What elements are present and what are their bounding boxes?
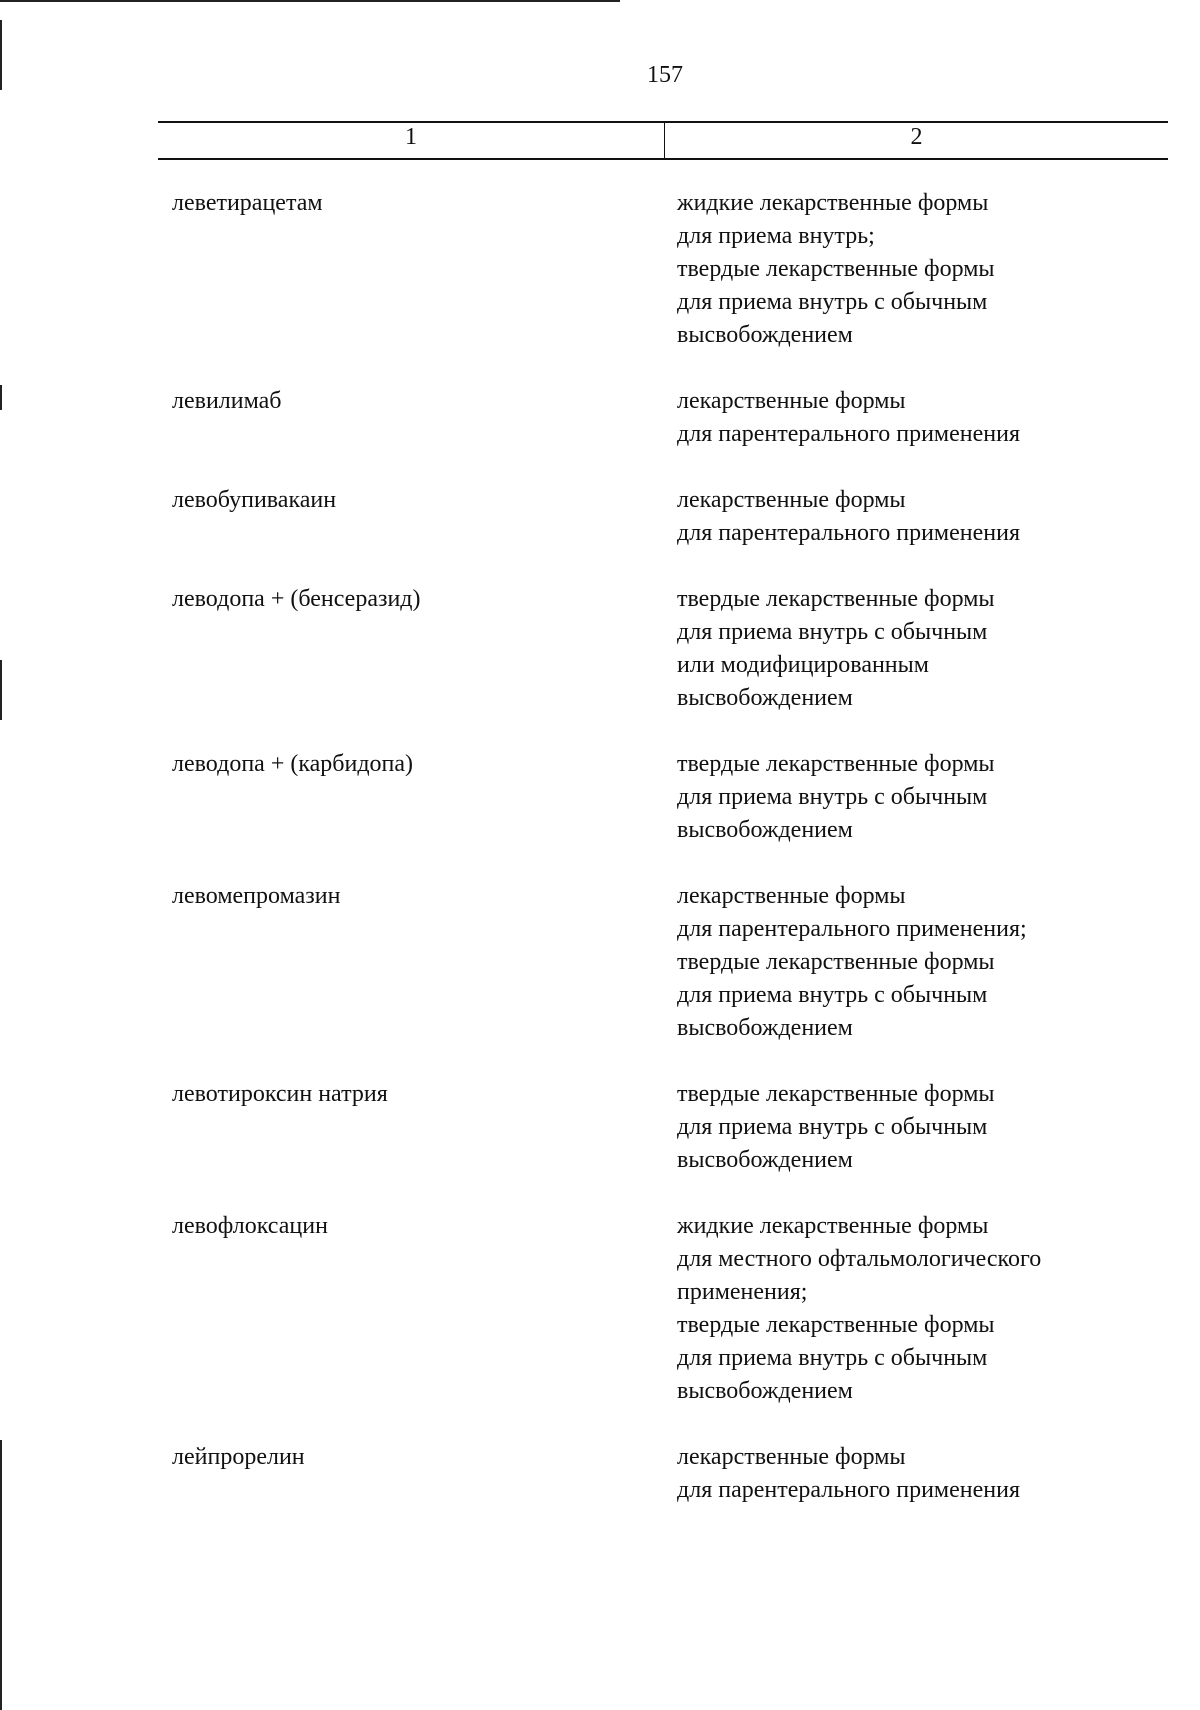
table-row: [0, 187, 1200, 352]
dosage-form-line: для парентерального применения: [677, 1477, 1020, 1503]
dosage-form-line: для парентерального применения: [677, 520, 1020, 546]
table-row: [0, 583, 1200, 715]
dosage-form-line: для приема внутрь с обычным: [677, 1114, 988, 1140]
dosage-forms: [677, 385, 1177, 451]
dosage-forms: [677, 748, 1177, 847]
dosage-form-line: высвобождением: [677, 1147, 853, 1173]
drug-name: левилимаб: [172, 388, 282, 414]
dosage-form-line: твердые лекарственные формы: [677, 586, 995, 612]
dosage-form-line: высвобождением: [677, 322, 853, 348]
dosage-form-line: для парентерального применения;: [677, 916, 1027, 942]
table-row: [0, 1078, 1200, 1177]
drug-name: левобупивакаин: [172, 487, 337, 513]
table-header-top-rule: [158, 121, 1168, 123]
table-row: [0, 1210, 1200, 1408]
dosage-forms: [677, 880, 1177, 1045]
dosage-form-line: для местного офтальмологического: [677, 1246, 1042, 1272]
dosage-forms: [677, 1078, 1177, 1177]
dosage-form-line: применения;: [677, 1279, 808, 1305]
dosage-form-line: высвобождением: [677, 1378, 853, 1404]
dosage-form-line: для приема внутрь с обычным: [677, 619, 988, 645]
page-number: 157: [647, 62, 683, 88]
dosage-form-line: жидкие лекарственные формы: [677, 1213, 989, 1239]
dosage-form-line: твердые лекарственные формы: [677, 1312, 995, 1338]
dosage-form-line: лекарственные формы: [677, 1444, 906, 1470]
dosage-form-line: лекарственные формы: [677, 487, 906, 513]
dosage-forms: [677, 484, 1177, 550]
drug-name: левотироксин натрия: [172, 1081, 388, 1107]
table-row: [0, 880, 1200, 1045]
dosage-form-line: для приема внутрь с обычным: [677, 982, 988, 1008]
drug-name: леветирацетам: [172, 190, 323, 216]
table-row: [0, 1441, 1200, 1507]
dosage-form-line: или модифицированным: [677, 652, 929, 678]
dosage-forms: [677, 1210, 1177, 1408]
dosage-form-line: высвобождением: [677, 817, 853, 843]
dosage-form-line: высвобождением: [677, 1015, 853, 1041]
dosage-form-line: жидкие лекарственные формы: [677, 190, 989, 216]
dosage-forms: [677, 583, 1177, 715]
table-row: [0, 385, 1200, 451]
table-header-col-1: 1: [405, 124, 417, 150]
dosage-form-line: лекарственные формы: [677, 388, 906, 414]
drug-name: лейпрорелин: [172, 1444, 305, 1470]
drug-name: леводопа + (карбидопа): [172, 751, 414, 777]
dosage-forms: [677, 187, 1177, 352]
dosage-form-line: для парентерального применения: [677, 421, 1020, 447]
table-body: [0, 187, 1200, 1540]
dosage-form-line: твердые лекарственные формы: [677, 256, 995, 282]
scan-top-edge-line: [0, 0, 620, 2]
table-header-bottom-rule: [158, 158, 1168, 160]
dosage-form-line: для приема внутрь;: [677, 223, 875, 249]
table-header-col-2: 2: [910, 124, 923, 150]
dosage-form-line: лекарственные формы: [677, 883, 906, 909]
drug-name: левомепромазин: [172, 883, 341, 909]
table-row: [0, 748, 1200, 847]
dosage-forms: [677, 1441, 1177, 1507]
dosage-form-line: для приема внутрь с обычным: [677, 289, 988, 315]
drug-name: левофлоксацин: [172, 1213, 328, 1239]
dosage-form-line: твердые лекарственные формы: [677, 949, 995, 975]
dosage-form-line: для приема внутрь с обычным: [677, 784, 988, 810]
dosage-form-line: твердые лекарственные формы: [677, 1081, 995, 1107]
dosage-form-line: для приема внутрь с обычным: [677, 1345, 988, 1371]
dosage-form-line: твердые лекарственные формы: [677, 751, 995, 777]
dosage-form-line: высвобождением: [677, 685, 853, 711]
drug-name: леводопа + (бенсеразид): [172, 586, 421, 612]
table-row: [0, 484, 1200, 550]
